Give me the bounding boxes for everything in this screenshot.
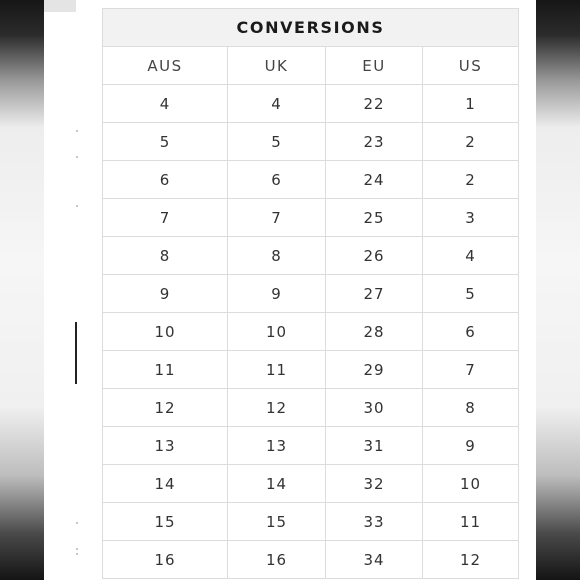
- cell-eu: 29: [326, 351, 423, 389]
- cell-us: 1: [423, 85, 519, 123]
- cell-uk: 15: [228, 503, 326, 541]
- table-row: [103, 541, 519, 579]
- cell-uk: 13: [228, 427, 326, 465]
- table-title-row: [103, 9, 519, 47]
- column-header-aus: AUS: [103, 47, 228, 85]
- table-row: [103, 389, 519, 427]
- cell-us: 11: [423, 503, 519, 541]
- size-conversion-table: [102, 8, 519, 579]
- speck-mark: [76, 205, 78, 207]
- cell-eu: 30: [326, 389, 423, 427]
- cell-us: 12: [423, 541, 519, 579]
- cell-us: 8: [423, 389, 519, 427]
- cell-eu: 32: [326, 465, 423, 503]
- cell-us: 7: [423, 351, 519, 389]
- cell-eu: 31: [326, 427, 423, 465]
- table-title: CONVERSIONS: [103, 9, 519, 47]
- cell-us: 3: [423, 199, 519, 237]
- cell-uk: 5: [228, 123, 326, 161]
- cell-uk: 16: [228, 541, 326, 579]
- cell-aus: 11: [103, 351, 228, 389]
- cell-aus: 4: [103, 85, 228, 123]
- corner-block: [44, 0, 76, 12]
- cell-uk: 10: [228, 313, 326, 351]
- table-row: [103, 199, 519, 237]
- cell-aus: 14: [103, 465, 228, 503]
- column-header-row: [103, 47, 519, 85]
- column-header-us: US: [423, 47, 519, 85]
- cell-uk: 7: [228, 199, 326, 237]
- speck-mark: [76, 522, 78, 524]
- cell-us: 10: [423, 465, 519, 503]
- cell-aus: 8: [103, 237, 228, 275]
- cell-us: 5: [423, 275, 519, 313]
- cell-aus: 16: [103, 541, 228, 579]
- cell-uk: 8: [228, 237, 326, 275]
- cell-us: 6: [423, 313, 519, 351]
- cell-aus: 9: [103, 275, 228, 313]
- table-row: [103, 123, 519, 161]
- cell-eu: 23: [326, 123, 423, 161]
- cell-aus: 6: [103, 161, 228, 199]
- cell-eu: 24: [326, 161, 423, 199]
- table-row: [103, 313, 519, 351]
- cell-eu: 33: [326, 503, 423, 541]
- table-row: [103, 465, 519, 503]
- cell-us: 9: [423, 427, 519, 465]
- table-row: [103, 275, 519, 313]
- table-row: [103, 85, 519, 123]
- cell-aus: 12: [103, 389, 228, 427]
- table-row: [103, 427, 519, 465]
- cell-eu: 25: [326, 199, 423, 237]
- cell-aus: 7: [103, 199, 228, 237]
- table-row: [103, 351, 519, 389]
- cell-us: 4: [423, 237, 519, 275]
- cell-eu: 22: [326, 85, 423, 123]
- speck-mark: [76, 553, 78, 555]
- cell-us: 2: [423, 161, 519, 199]
- cell-uk: 11: [228, 351, 326, 389]
- left-divider: [75, 322, 77, 384]
- cell-eu: 27: [326, 275, 423, 313]
- cell-aus: 10: [103, 313, 228, 351]
- column-header-eu: EU: [326, 47, 423, 85]
- speck-mark: [76, 548, 78, 550]
- speck-mark: [76, 130, 78, 132]
- column-header-uk: UK: [228, 47, 326, 85]
- table-row: [103, 161, 519, 199]
- table-row: [103, 503, 519, 541]
- speck-mark: [76, 156, 78, 158]
- cell-uk: 4: [228, 85, 326, 123]
- table-row: [103, 237, 519, 275]
- cell-aus: 5: [103, 123, 228, 161]
- cell-uk: 14: [228, 465, 326, 503]
- cell-aus: 15: [103, 503, 228, 541]
- cell-uk: 12: [228, 389, 326, 427]
- cell-eu: 28: [326, 313, 423, 351]
- cell-eu: 34: [326, 541, 423, 579]
- cell-aus: 13: [103, 427, 228, 465]
- cell-us: 2: [423, 123, 519, 161]
- cell-uk: 9: [228, 275, 326, 313]
- cell-uk: 6: [228, 161, 326, 199]
- cell-eu: 26: [326, 237, 423, 275]
